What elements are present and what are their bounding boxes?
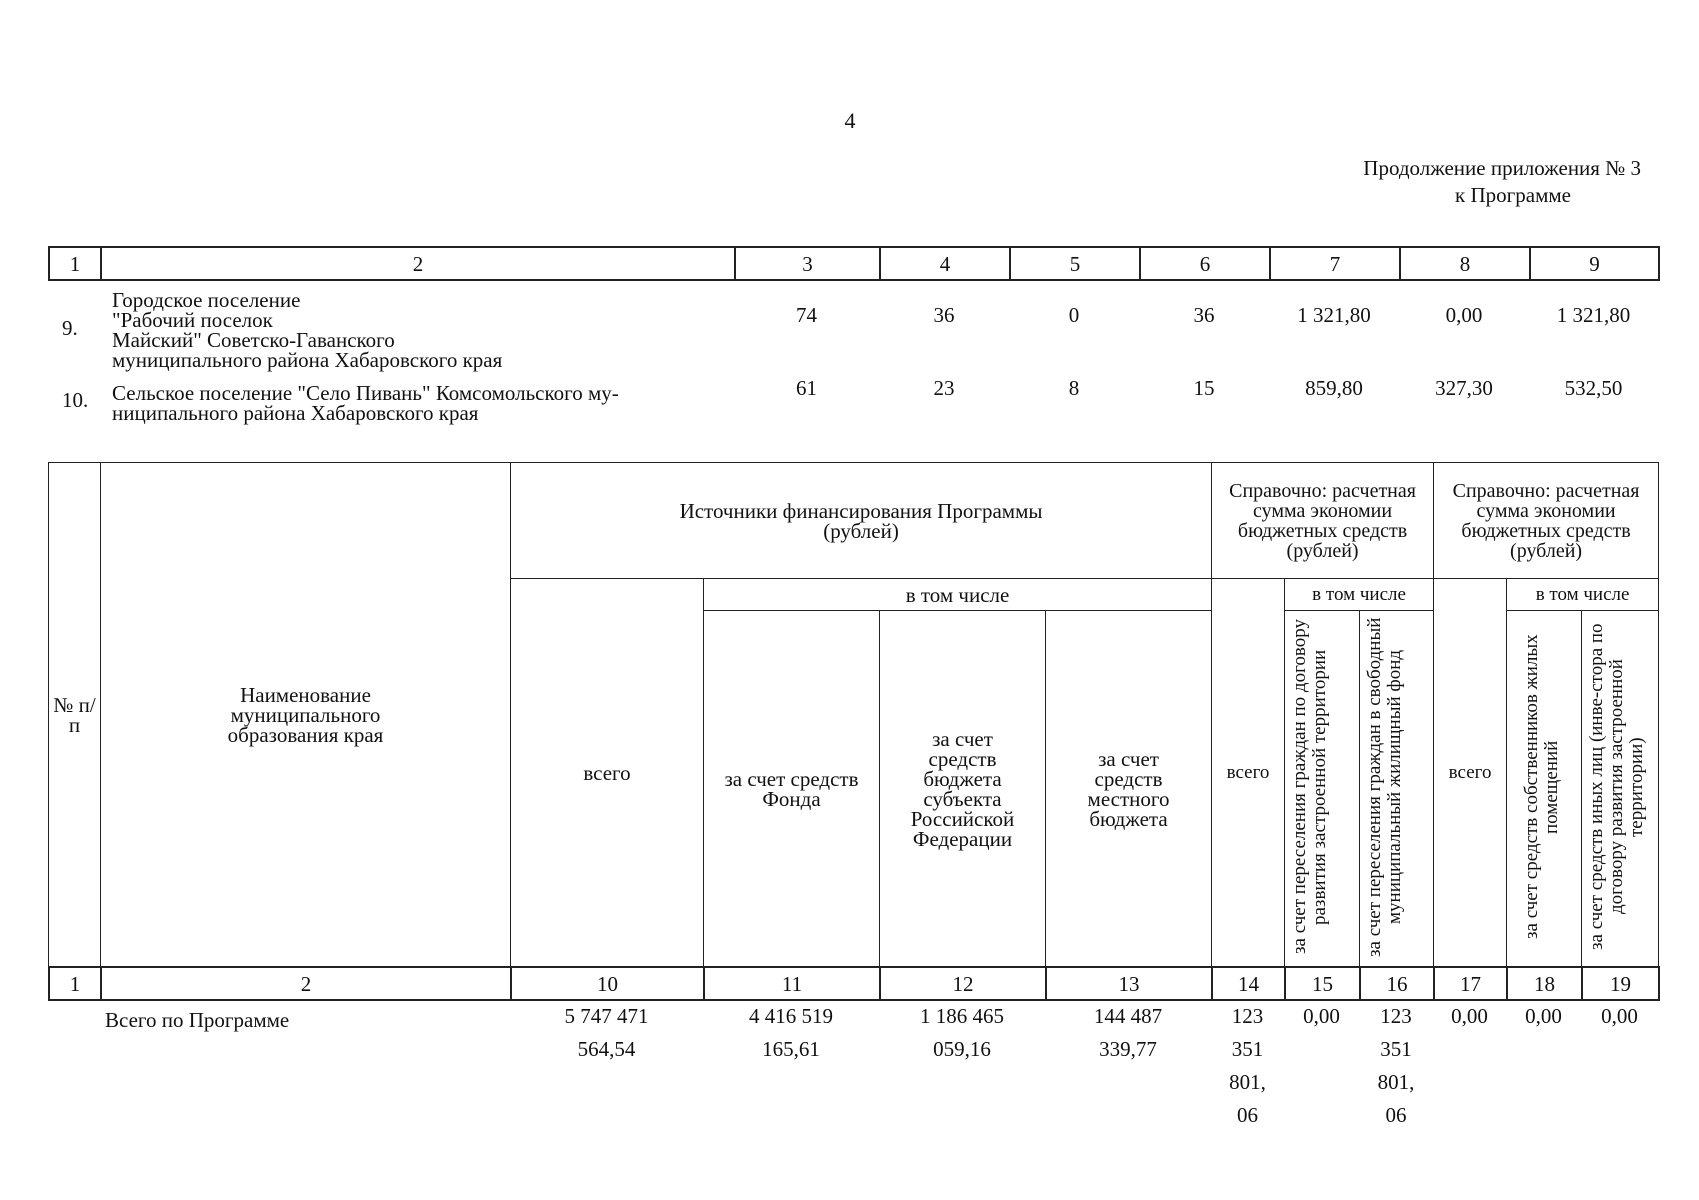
strip-cell: 4 (880, 247, 1010, 280)
cell-9: 532,50 (1564, 376, 1623, 400)
value-line: 165,61 (762, 1037, 820, 1061)
value-line: 5 747 471 (564, 1004, 649, 1028)
strip-cell: 8 (1400, 247, 1530, 280)
cell-5: 0 (1068, 303, 1080, 327)
header-owners-text: за счет средств собственников жилых помещений (1521, 634, 1563, 940)
strip-cell: 2 (101, 967, 511, 1000)
value-line: 144 487 (1093, 1004, 1163, 1028)
appendix-line-1: Продолжение приложения № 3 (1363, 156, 1641, 180)
strip-cell: 17 (1434, 967, 1507, 1000)
name-line: Городское поселение (112, 288, 301, 312)
total-c19: 0,00 (1601, 1004, 1638, 1028)
cell-8: 327,30 (1435, 376, 1493, 400)
strip-cell: 13 (1046, 967, 1212, 1000)
cell-6: 36 (1193, 303, 1215, 327)
municipality-name (112, 290, 502, 370)
value-line: 339,77 (1099, 1037, 1157, 1061)
strip-cell: 6 (1140, 247, 1270, 280)
header-total: всего (511, 579, 704, 967)
program-header-table (48, 462, 1659, 967)
name-line: ниципального района Хабаровского края (112, 401, 479, 425)
value-line: 801, (1229, 1070, 1266, 1094)
total-c11 (703, 1000, 879, 1066)
total-c18: 0,00 (1525, 1004, 1562, 1028)
header-including: в том числе (704, 579, 1212, 611)
strip-cell: 7 (1270, 247, 1400, 280)
header-others (1582, 611, 1659, 967)
cell-7: 859,80 (1305, 376, 1363, 400)
value-line: 801, (1377, 1070, 1415, 1094)
strip-cell: 10 (511, 967, 704, 1000)
strip-cell: 9 (1530, 247, 1659, 280)
header-fund: за счет средств Фонда (704, 611, 880, 967)
name-line: муниципального района Хабаровского края (112, 348, 503, 372)
header-sources: Источники финансирования Программы (рублей) (511, 463, 1212, 579)
value-line: 059,16 (933, 1037, 991, 1061)
total-c17: 0,00 (1451, 1004, 1488, 1028)
header-total-3: всего (1434, 579, 1507, 967)
header-others-text: за счет средств иных лиц (инве-стора по договору развития застроенной территории) (1586, 623, 1648, 951)
cell-9: 1 321,80 (1556, 303, 1631, 327)
cell-4: 36 (933, 303, 955, 327)
strip-cell: 12 (880, 967, 1046, 1000)
name-line: "Рабочий поселок (112, 308, 273, 332)
total-c10 (510, 1000, 703, 1066)
header-resettle-contract-text: за счет переселения граждан по договору развития застроенной территории (1289, 619, 1331, 955)
strip-cell: 2 (101, 247, 735, 280)
header-subject-budget: за счет средств бюджета субъекта Российской Федерации (880, 611, 1046, 967)
header-reference-2: Справочно: расчетная сумма экономии бюджетных средств (рублей) (1434, 463, 1659, 579)
header-including-2: в том числе (1285, 579, 1434, 611)
header-name: Наименование муниципального образования края (101, 463, 511, 967)
cell-3: 74 (796, 303, 817, 327)
header-local-budget: за счет средств местного бюджета (1046, 611, 1212, 967)
header-resettle-free-text: за счет переселения граждан в свободный муниципальный жилищный фонд (1363, 617, 1405, 957)
appendix-heading (1363, 155, 1641, 209)
column-number-strip-top (48, 246, 1660, 281)
value-line: 06 (1237, 1103, 1258, 1127)
cell-5: 8 (1068, 376, 1080, 400)
row-number: 9. (62, 316, 78, 340)
strip-cell: 11 (704, 967, 880, 1000)
value-line: 06 (1385, 1103, 1407, 1127)
cell-7: 1 321,80 (1297, 303, 1371, 327)
value-line: 1 186 465 (920, 1004, 1004, 1028)
strip-cell: 5 (1010, 247, 1140, 280)
header-resettle-contract (1285, 611, 1360, 967)
page-number: 4 (844, 108, 856, 133)
strip-cell: 14 (1212, 967, 1285, 1000)
cell-6: 15 (1193, 376, 1215, 400)
name-line: Майский" Советско-Гаванского (112, 328, 395, 352)
total-c16 (1359, 1000, 1433, 1132)
row-number: 10. (62, 388, 89, 412)
strip-cell: 18 (1507, 967, 1582, 1000)
total-label: Всего по Программе (105, 1008, 290, 1032)
strip-cell: 1 (49, 967, 101, 1000)
column-number-strip-bottom (48, 966, 1660, 1001)
total-c13 (1045, 1000, 1211, 1066)
header-reference-1: Справочно: расчетная сумма экономии бюджетных средств (рублей) (1212, 463, 1434, 579)
header-including-3: в том числе (1507, 579, 1659, 611)
strip-cell: 15 (1285, 967, 1360, 1000)
appendix-line-2: к Программе (1455, 183, 1571, 207)
strip-cell: 1 (49, 247, 101, 280)
cell-4: 23 (933, 376, 955, 400)
value-line: 123 (1380, 1004, 1412, 1028)
total-c15: 0,00 (1303, 1004, 1340, 1028)
value-line: 123 (1231, 1004, 1264, 1028)
total-c14 (1211, 1000, 1284, 1132)
cell-3: 61 (796, 376, 817, 400)
value-line: 351 (1231, 1037, 1264, 1061)
value-line: 4 416 519 (749, 1004, 833, 1028)
total-c12 (879, 1000, 1045, 1066)
header-resettle-free (1360, 611, 1434, 967)
header-owners (1507, 611, 1582, 967)
strip-cell: 19 (1582, 967, 1659, 1000)
value-line: 351 (1380, 1037, 1412, 1061)
name-line: Сельское поселение "Село Пивань" Комсомольского му- (112, 381, 619, 405)
municipality-name (112, 383, 619, 423)
header-num: № п/п (49, 463, 101, 967)
value-line: 564,54 (577, 1037, 636, 1061)
strip-cell: 3 (735, 247, 880, 280)
strip-cell: 16 (1360, 967, 1434, 1000)
cell-8: 0,00 (1445, 303, 1483, 327)
header-total-2: всего (1212, 579, 1285, 967)
